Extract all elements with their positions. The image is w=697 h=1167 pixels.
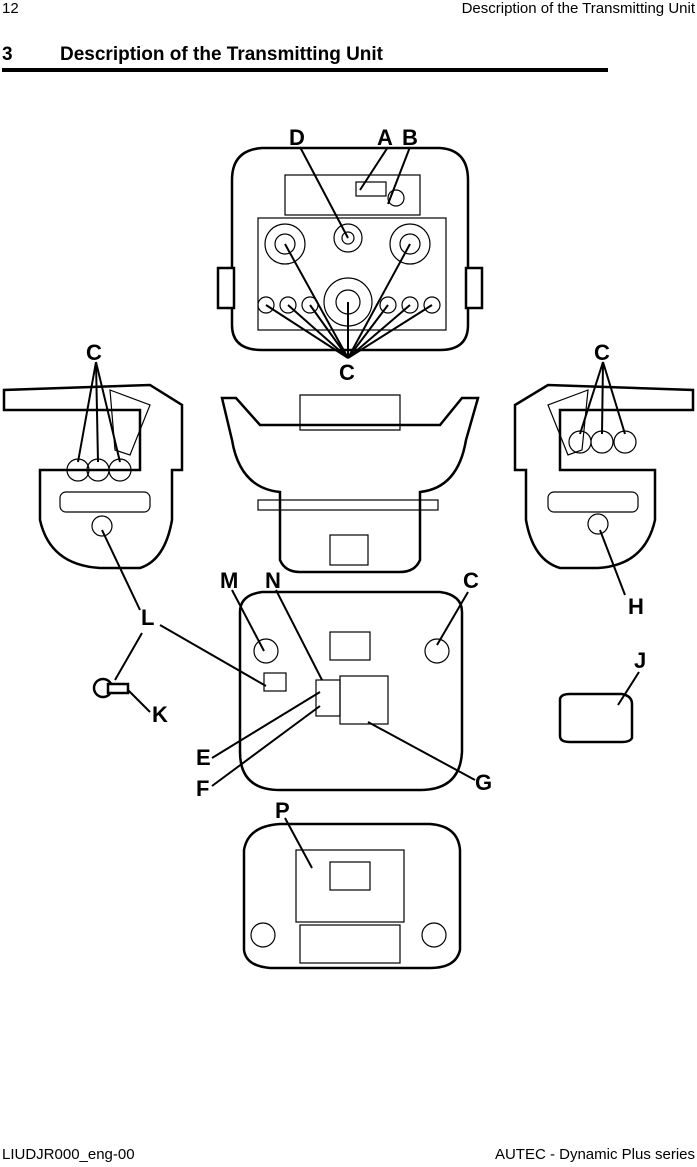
callout-l: L xyxy=(141,605,155,630)
page-number: 12 xyxy=(2,0,19,17)
callout-h: H xyxy=(628,594,644,619)
callout-j: J xyxy=(634,648,647,673)
callout-c-left: C xyxy=(86,340,102,365)
callout-m: M xyxy=(220,568,239,593)
left-side-view-drawing xyxy=(4,385,182,568)
callout-g: G xyxy=(475,770,493,795)
section-title: Description of the Transmitting Unit xyxy=(60,44,384,65)
section-number: 3 xyxy=(2,44,13,65)
callout-p: P xyxy=(275,798,290,823)
key-drawing xyxy=(94,679,128,697)
running-title: Description of the Transmitting Unit xyxy=(461,0,695,17)
callout-k: K xyxy=(152,702,168,727)
document-code: LIUDJR000_eng-00 xyxy=(2,1146,135,1163)
callout-n: N xyxy=(265,568,281,593)
callout-b: B xyxy=(402,125,418,150)
callout-e: E xyxy=(196,745,211,770)
front-view-drawing xyxy=(222,395,478,572)
top-view-drawing xyxy=(218,148,482,350)
bottom-view-drawing xyxy=(240,592,462,790)
inner-view-drawing xyxy=(244,824,460,968)
callout-c-top: C xyxy=(339,360,355,385)
callout-f: F xyxy=(196,776,210,801)
callout-c-bottom: C xyxy=(463,568,479,593)
product-name: AUTEC - Dynamic Plus series xyxy=(494,1146,695,1163)
callout-a: A xyxy=(377,125,393,150)
callout-d: D xyxy=(289,125,305,150)
callout-c-right: C xyxy=(594,340,610,365)
